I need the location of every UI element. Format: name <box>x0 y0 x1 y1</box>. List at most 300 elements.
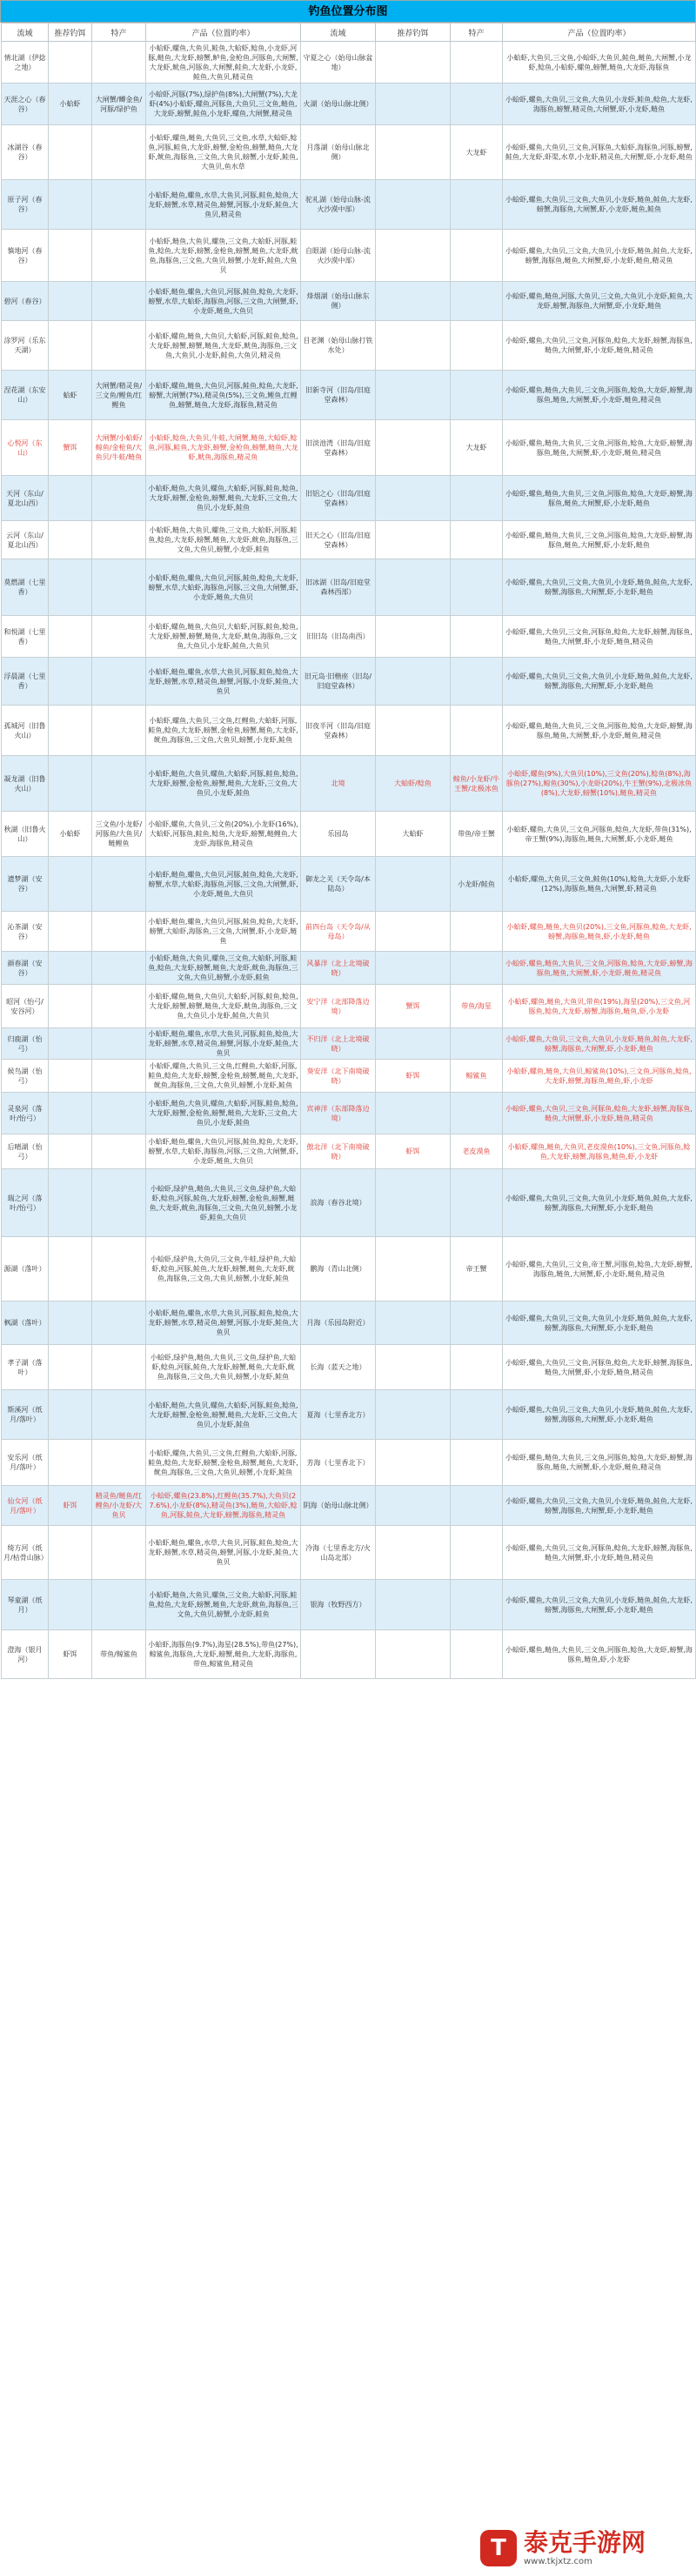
table-row <box>2 1440 696 1486</box>
right-cell-products: 小蛤虾,螺鱼,大鱼贝,三文鱼,大鱼贝,小龙虾,鲢鱼,鲑鱼,大龙虾,螃蟹,海豚鱼,大闸蟹,虾,小龙虾,鲢鱼 <box>503 559 696 616</box>
left-cell-special: 三文鱼/小龙虾/河豚鱼/大鱼贝/鲢鲤鱼 <box>92 812 146 857</box>
left-cell-area: 心悦河（东山） <box>2 420 49 476</box>
left-cell-products: 小蛤虾,鲢鱼,大鱼贝,螺鱼,大蛤虾,河豚,鲑鱼,鲶鱼,大龙虾,螃蟹,金枪鱼,螃蟹,鲢鱼,大龙虾,三文鱼,大鱼贝,小龙虾,鲑鱼 <box>146 1390 301 1440</box>
right-cell-products: 小蛤虾,螺鱼,鲢鱼,大鱼贝,三文鱼,河豚鱼,鲶鱼,大龙虾,螃蟹,海豚鱼,鲢鱼,大闸蟹,虾,小龙虾,鲢鱼 <box>503 476 696 521</box>
right-cell-area: 旧元岛·旧楷座（旧岛/旧庭堂森林） <box>301 658 376 706</box>
left-cell-special <box>92 1169 146 1237</box>
left-cell-area: 凝龙湖（旧鲁火山） <box>2 756 49 812</box>
left-cell-products: 小蛤虾,鲢鱼,螺鱼,大鱼贝,河豚,鲑鱼,鲶鱼,大龙虾,螃蟹,水草,大蛤虾,海豚鱼,河豚,三文鱼,大闸蟹,虾,小龙虾,鲢鱼,大鱼贝 <box>146 1134 301 1169</box>
left-cell-bait: 蛤虾 <box>49 371 92 420</box>
right-cell-area: 不归洋（北上北境破晓） <box>301 1028 376 1060</box>
left-cell-bait <box>49 1440 92 1486</box>
left-cell-products: 小蛤虾,鲢鱼,螺鱼,大鱼贝,河豚,鲑鱼,鲶鱼,大龙虾,螃蟹,水草,大蛤虾,海豚鱼,河豚,三文鱼,大闸蟹,虾,小龙虾,鲢鱼,大鱼贝 <box>146 559 301 616</box>
left-cell-special <box>92 1237 146 1301</box>
left-cell-special <box>92 1060 146 1093</box>
left-cell-products: 小蛤虾,鲢鱼,螺鱼,水草,大鱼贝,河豚,鲑鱼,鲶鱼,大龙虾,螃蟹,水草,精灵鱼,螃蟹,河豚,小龙虾,鲑鱼,大鱼贝,精灵鱼 <box>146 180 301 230</box>
table-row <box>2 1526 696 1580</box>
table-row <box>2 616 696 658</box>
left-cell-products: 小蛤虾,螺鱼,鲢鱼,大鱼贝,大蛤虾,河豚,鲑鱼,鲶鱼,大龙虾,螃蟹,螃蟹,鲢鱼,大龙虾,鱿鱼,海豚鱼,三文鱼,大鱼贝,小龙虾,鲑鱼,大鱼贝 <box>146 985 301 1028</box>
left-cell-products: 小蛤虾,鲢鱼,螺鱼,水草,大鱼贝,河豚,鲑鱼,鲶鱼,大龙虾,螃蟹,水草,精灵鱼,螃蟹,河豚,小龙虾,鲑鱼,大鱼贝 <box>146 1301 301 1345</box>
left-cell-products: 小蛤虾,螺鱼,大鱼贝,鲑鱼,大蛤虾,鲶鱼,小龙虾,河豚,鲢鱼,大龙虾,螃蟹,鲈鱼,金枪鱼,河豚鱼,大闸蟹,大龙虾,鱿鱼,河豚鱼,大闸蟹,鲑鱼,大龙虾,小龙虾,鲑鱼,大鱼贝,精灵鱼 <box>146 42 301 84</box>
right-cell-area: 葵安洋（北下南境破晓） <box>301 1060 376 1093</box>
left-cell-bait <box>49 230 92 282</box>
right-cell-special: 鲸鱼/小龙虾/牛王蟹/北极冰鱼 <box>451 756 503 812</box>
left-cell-products: 小蛤虾,鲢鱼,螺鱼,水草,大鱼贝,河豚,鲑鱼,鲶鱼,大龙虾,螃蟹,水草,精灵鱼,螃蟹,河豚,小龙虾,鲑鱼,大鱼贝 <box>146 658 301 706</box>
right-cell-special <box>451 1580 503 1630</box>
right-cell-products: 小蛤虾,螺鱼,大鱼贝,三文鱼,大鱼贝,小龙虾,鲢鱼,鲑鱼,大龙虾,螃蟹,海豚鱼,大闸蟹,虾,小龙虾,鲢鱼 <box>503 1390 696 1440</box>
right-cell-bait <box>376 706 451 756</box>
table-row <box>2 1390 696 1440</box>
left-cell-bait <box>49 559 92 616</box>
right-cell-bait <box>376 1526 451 1580</box>
right-cell-bait <box>376 1630 451 1679</box>
right-cell-area: 阴海（始母山脉北侧） <box>301 1486 376 1526</box>
right-cell-special <box>451 1093 503 1134</box>
right-cell-products: 小蛤虾,螺鱼,大鱼贝,三文鱼,河豚鱼,鲶鱼,大龙虾,带鱼(31%),帝王蟹(9%),海豚鱼,鲢鱼,大闸蟹,虾,小龙虾,鲢鱼 <box>503 812 696 857</box>
left-cell-products: 小蛤虾,鲢鱼,大鱼贝,螺鱼,三文鱼,大蛤虾,河豚,鲑鱼,鲶鱼,大龙虾,螃蟹,鲢鱼,大龙虾,鱿鱼,海豚鱼,三文鱼,大鱼贝,螃蟹,小龙虾,鲑鱼 <box>146 952 301 985</box>
left-cell-products: 小蛤虾,螺鱼,鲢鱼,大鱼贝,河豚,鲑鱼,鲶鱼,大龙虾,螃蟹,大闸蟹(7%),精灵鱼(5%),三文鱼,鲤鱼,红鲤鱼,螃蟹,鲢鱼,大龙虾,海豚鱼,精灵鱼 <box>146 371 301 420</box>
right-cell-bait <box>376 952 451 985</box>
left-cell-special <box>92 952 146 985</box>
table-row <box>2 420 696 476</box>
right-cell-products: 小蛤虾,螺鱼(9%),大鱼贝(10%),三文鱼(20%),鲶鱼(8%),海豚鱼(27%),鲸鱼(30%),小龙虾(20%),牛王蟹(9%),北极冰鱼(8%),大龙虾,螃蟹(10%),鲢鱼,精灵鱼 <box>503 756 696 812</box>
left-cell-special <box>92 1526 146 1580</box>
right-cell-area: 烽烟湖（始母山脉东侧） <box>301 282 376 321</box>
right-cell-special: 带鱼/海星 <box>451 985 503 1028</box>
left-cell-area: 沁茶湖（安谷） <box>2 912 49 952</box>
header-special-left: 特产 <box>92 23 146 42</box>
left-cell-products: 小蛤虾,螺鱼,大鱼贝,三文鱼,红鲤鱼,大蛤虾,河豚,鲑鱼,鲶鱼,大龙虾,螃蟹,金枪鱼,螃蟹,鲢鱼,大龙虾,鱿鱼,海豚鱼,三文鱼,大鱼贝,螃蟹,小龙虾,鲑鱼 <box>146 706 301 756</box>
left-cell-bait <box>49 658 92 706</box>
right-cell-products: 小蛤虾,螺鱼,鲢鱼,大鱼贝,三文鱼,河豚鱼,鲶鱼,大龙虾,螃蟹,海豚鱼,鲢鱼,大闸蟹,虾,小龙虾,鲢鱼,精灵鱼 <box>503 420 696 476</box>
header-products-right: 产品（位置旳率） <box>503 23 696 42</box>
right-cell-area: 旧新寺河（旧岛/旧庭堂森林） <box>301 371 376 420</box>
left-cell-area: 澄海（银月河） <box>2 1630 49 1679</box>
right-cell-bait <box>376 1345 451 1390</box>
left-cell-special <box>92 706 146 756</box>
left-cell-special <box>92 1440 146 1486</box>
left-cell-bait <box>49 1060 92 1093</box>
right-cell-special <box>451 1440 503 1486</box>
right-cell-bait <box>376 420 451 476</box>
left-cell-area: 原子河（春谷） <box>2 180 49 230</box>
table-row <box>2 1237 696 1301</box>
left-cell-products: 小蛤虾,鲢鱼,大鱼贝,螺鱼,大蛤虾,河豚,鲑鱼,鲶鱼,大龙虾,螃蟹,金枪鱼,螃蟹,鲢鱼,大龙虾,三文鱼,大鱼贝,小龙虾,鲑鱼 <box>146 476 301 521</box>
right-cell-products: 小蛤虾,螺鱼,大鱼贝,三文鱼,河豚鱼,鲶鱼,大龙虾,螃蟹,海豚鱼,鲢鱼,大闸蟹,虾,小龙虾,鲢鱼,精灵鱼 <box>503 321 696 371</box>
right-cell-special <box>451 616 503 658</box>
left-cell-area: 斯溪河（纸月/落叶） <box>2 1390 49 1440</box>
left-cell-bait <box>49 1028 92 1060</box>
left-cell-bait <box>49 476 92 521</box>
right-cell-bait <box>376 1390 451 1440</box>
right-cell-bait <box>376 1169 451 1237</box>
right-cell-products: 小蛤虾,螺鱼,鲢鱼,大鱼贝,三文鱼,河豚鱼,鲶鱼,大龙虾,螃蟹,海豚鱼,鲢鱼,大闸蟹,虾,小龙虾,鲢鱼,精灵鱼 <box>503 1440 696 1486</box>
left-cell-area: 候鸟湖（怡弓） <box>2 1060 49 1093</box>
right-cell-products: 小蛤虾,螺鱼,大鱼贝,三文鱼,帝王蟹,河豚鱼,鲶鱼,大龙虾,螃蟹,海豚鱼,鲢鱼,大闸蟹,虾,小龙虾,鲢鱼,精灵鱼 <box>503 1237 696 1301</box>
left-cell-products: 小蛤虾,鲢鱼,大鱼贝,螺鱼,大蛤虾,河豚,鲑鱼,鲶鱼,大龙虾,螃蟹,金枪鱼,螃蟹,鲢鱼,大龙虾,三文鱼,大鱼贝,小龙虾,鲑鱼 <box>146 756 301 812</box>
left-cell-bait <box>49 1134 92 1169</box>
right-cell-bait <box>376 658 451 706</box>
right-cell-area: 夏海（七里香北方） <box>301 1390 376 1440</box>
watermark <box>480 2527 686 2569</box>
right-cell-special <box>451 1301 503 1345</box>
left-cell-area: 情北湖（伊捻之地） <box>2 42 49 84</box>
left-cell-special: 精灵鱼/鲢鱼/红鲤鱼/小龙虾/大鱼贝 <box>92 1486 146 1526</box>
right-cell-bait <box>376 84 451 125</box>
right-cell-area: 守夏之心（始母山脉盆地） <box>301 42 376 84</box>
left-cell-special <box>92 521 146 559</box>
header-area-right: 流域 <box>301 23 376 42</box>
table-row <box>2 1169 696 1237</box>
right-cell-special <box>451 230 503 282</box>
left-cell-special <box>92 1390 146 1440</box>
right-cell-special <box>451 559 503 616</box>
right-cell-products: 小蛤虾,大鱼贝,三文鱼,小蛤虾,大鱼贝,鲑鱼,鲢鱼,大闸蟹,小龙虾,鲶鱼,小蛤虾,螺鱼,螃蟹,鲢鱼,大龙虾,海豚鱼 <box>503 42 696 84</box>
right-cell-special <box>451 1526 503 1580</box>
left-cell-products: 小蛤虾,绿护鱼,鲢鱼,大鱼贝,三文鱼,绿护鱼,大蛤虾,鲶鱼,河豚,鲑鱼,大龙虾,螃蟹,鲢鱼,大龙虾,鱿鱼,海豚鱼,三文鱼,大鱼贝,螃蟹,小龙虾,鲑鱼 <box>146 1345 301 1390</box>
left-cell-area: 孝子湖（落叶） <box>2 1345 49 1390</box>
left-cell-bait <box>49 1580 92 1630</box>
right-cell-bait <box>376 476 451 521</box>
left-cell-products: 小蛤虾,鲢鱼,大鱼贝,螺鱼,三文鱼,大蛤虾,河豚,鲑鱼,鲶鱼,大龙虾,螃蟹,鲢鱼,大龙虾,鱿鱼,海豚鱼,三文鱼,大鱼贝,螃蟹,小龙虾,鲑鱼 <box>146 521 301 559</box>
right-cell-bait <box>376 616 451 658</box>
table-row <box>2 985 696 1028</box>
left-cell-special <box>92 321 146 371</box>
table-row <box>2 1028 696 1060</box>
right-cell-area: 宾神洋（东部降落边境） <box>301 1093 376 1134</box>
right-cell-bait <box>376 230 451 282</box>
left-cell-bait: 虾饵 <box>49 1630 92 1679</box>
left-cell-special <box>92 1345 146 1390</box>
left-cell-bait <box>49 616 92 658</box>
left-cell-special <box>92 559 146 616</box>
left-cell-area: 天河（东山/夏北山西） <box>2 476 49 521</box>
table-body <box>2 42 696 1679</box>
left-cell-products: 小蛤虾,河豚(7%),绿护鱼(8%),大闸蟹(7%),大龙虾(4%)小蛤虾,螺鱼,河豚鱼,大鱼贝,三文鱼,鲢鱼,大龙虾,螃蟹,鲑鱼,小龙虾,螺鱼,大闸蟹,精灵鱼 <box>146 84 301 125</box>
table-row <box>2 1301 696 1345</box>
left-cell-special <box>92 230 146 282</box>
left-cell-area: 安乐河（纸月/落叶） <box>2 1440 49 1486</box>
left-cell-area: 遗梦湖（安谷） <box>2 857 49 912</box>
left-cell-products: 小蛤虾,绿护鱼,鲢鱼,大鱼贝,三文鱼,绿护鱼,大蛤虾,鲶鱼,河豚,鲑鱼,大龙虾,螃蟹,金枪鱼,螃蟹,鲢鱼,大龙虾,鱿鱼,海豚鱼,三文鱼,大鱼贝,螃蟹,小龙虾,鲑鱼,大鱼贝 <box>146 1169 301 1237</box>
table-row <box>2 84 696 125</box>
right-cell-bait <box>376 321 451 371</box>
right-cell-bait: 大蛤虾 <box>376 812 451 857</box>
left-cell-bait <box>49 1390 92 1440</box>
right-cell-bait: 虾饵 <box>376 1134 451 1169</box>
right-cell-bait <box>376 371 451 420</box>
right-cell-products: 小蛤虾,螺鱼,鲢鱼,大鱼贝(20%),三文鱼,河豚鱼,鲶鱼,大龙虾,螃蟹,海豚鱼,鲢鱼,虾,小龙虾,鲢鱼 <box>503 912 696 952</box>
left-cell-products: 小蛤虾,螺鱼,大鱼贝,三文鱼,红鲤鱼,大蛤虾,河豚,鲑鱼,鲶鱼,大龙虾,螃蟹,金枪鱼,螃蟹,鲢鱼,大龙虾,鱿鱼,海豚鱼,三文鱼,大鱼贝,螃蟹,小龙虾,鲑鱼 <box>146 1440 301 1486</box>
left-cell-bait <box>49 985 92 1028</box>
left-cell-special <box>92 180 146 230</box>
left-cell-bait: 小蛤虾 <box>49 812 92 857</box>
table-row <box>2 658 696 706</box>
left-cell-bait <box>49 912 92 952</box>
left-cell-bait: 小蛤虾 <box>49 84 92 125</box>
right-cell-area: 北境 <box>301 756 376 812</box>
left-cell-bait <box>49 1345 92 1390</box>
left-cell-bait: 蟹饵 <box>49 420 92 476</box>
left-cell-special: 大闸蟹/鲫金鱼/河豚/绿护鱼 <box>92 84 146 125</box>
right-cell-special <box>451 371 503 420</box>
left-cell-area: 云河（东山/夏北山西） <box>2 521 49 559</box>
table-row <box>2 1060 696 1093</box>
left-cell-bait <box>49 1526 92 1580</box>
right-cell-products: 小蛤虾,螺鱼,大鱼贝,三文鱼,河豚鱼,鲶鱼,大龙虾,螃蟹,海豚鱼,鲢鱼,大闸蟹,虾,小龙虾,鲢鱼,精灵鱼 <box>503 1526 696 1580</box>
right-cell-area: 前四台岛（天令岛/从母岛） <box>301 912 376 952</box>
right-cell-bait <box>376 1440 451 1486</box>
left-cell-area: 绮方河（纸月/枯骨山脉） <box>2 1526 49 1580</box>
header-bait-left: 推荐钓饵 <box>49 23 92 42</box>
right-cell-area: 御龙之关（天令岛/本陆岛） <box>301 857 376 912</box>
left-cell-special <box>92 857 146 912</box>
right-cell-area: 火湖（始母山脉北侧） <box>301 84 376 125</box>
right-cell-products: 小蛤虾,螺鱼,鲢鱼,大鱼贝,带鱼(19%),海星(20%),三文鱼,河豚鱼,鲶鱼,大龙虾,螃蟹,海豚鱼,鲢鱼,虾,小龙虾 <box>503 985 696 1028</box>
right-cell-area: 旧旧岛（旧岛南西） <box>301 616 376 658</box>
right-cell-special <box>451 1345 503 1390</box>
watermark-url: www.tkjxtz.com <box>524 2557 592 2566</box>
right-cell-bait <box>376 180 451 230</box>
right-cell-bait <box>376 282 451 321</box>
table-row <box>2 812 696 857</box>
right-cell-products: 小蛤虾,螺鱼,鲢鱼,大鱼贝,老皮漠鱼(10%),三文鱼,河豚鱼,鲶鱼,大龙虾,螃蟹,海豚鱼,鲢鱼,虾,小龙虾 <box>503 1134 696 1169</box>
left-cell-bait: 虾饵 <box>49 1486 92 1526</box>
table-row <box>2 1345 696 1390</box>
left-cell-special: 带鱼/鲸鲨鱼 <box>92 1630 146 1679</box>
left-cell-products: 小蛤虾,螺鱼,大鱼贝,三文鱼(20%),小龙虾(16%),大蛤虾,河豚鱼,鲑鱼,鲶鱼,大龙虾,螃蟹,鲢鲤鱼,大龙虾,海豚鱼,精灵鱼 <box>146 812 301 857</box>
left-cell-special <box>92 658 146 706</box>
right-cell-bait <box>376 912 451 952</box>
table-row <box>2 125 696 180</box>
right-cell-special <box>451 1169 503 1237</box>
right-cell-special <box>451 706 503 756</box>
table-row <box>2 756 696 812</box>
right-cell-special <box>451 42 503 84</box>
right-cell-bait <box>376 1237 451 1301</box>
table-row <box>2 521 696 559</box>
table-row <box>2 476 696 521</box>
right-cell-special: 大龙虾 <box>451 125 503 180</box>
left-cell-products: 小蛤虾,鲢鱼,大鱼贝,螺鱼,三文鱼,大蛤虾,河豚,鲑鱼,鲶鱼,大龙虾,螃蟹,鲢鱼,大龙虾,鱿鱼,海豚鱼,三文鱼,大鱼贝,螃蟹,小龙虾,鲑鱼 <box>146 1580 301 1630</box>
left-cell-area: 莫燃湖（七里香） <box>2 559 49 616</box>
left-cell-products: 小蛤虾,鲢鱼,螺鱼,大鱼贝,河豚,鲑鱼,鲶鱼,大龙虾,螃蟹,水草,大蛤虾,海豚鱼,河豚,三文鱼,大闸蟹,虾,小龙虾,鲢鱼,大鱼贝 <box>146 282 301 321</box>
left-cell-bait <box>49 952 92 985</box>
table-header-row <box>2 23 696 42</box>
right-cell-area: 芳海（七里香北下） <box>301 1440 376 1486</box>
left-cell-area: 秋湖（旧鲁火山） <box>2 812 49 857</box>
right-cell-bait: 大蛤虾/鲶鱼 <box>376 756 451 812</box>
right-cell-bait <box>376 1093 451 1134</box>
table-row <box>2 282 696 321</box>
right-cell-area: 月落湖（始母山脉北侧） <box>301 125 376 180</box>
left-cell-special <box>92 1580 146 1630</box>
right-cell-area: 旧铝之心（旧岛/旧庭堂森林） <box>301 476 376 521</box>
right-cell-bait: 虾饵 <box>376 1060 451 1093</box>
left-cell-bait <box>49 42 92 84</box>
right-cell-area: 旧淡池湾（旧岛/旧庭堂森林） <box>301 420 376 476</box>
left-cell-special: 大闸蟹/小蛤虾/鲸鱼/金枪鱼/大鱼贝/牛蛙/鲢鱼 <box>92 420 146 476</box>
left-cell-bait <box>49 1093 92 1134</box>
left-cell-products: 小蛤虾,螺鱼,鲢鱼,大鱼贝,三文鱼,水草,大蛤虾,鲶鱼,河豚,鲑鱼,大龙虾,螃蟹,金枪鱼,螃蟹,鲢鱼,大龙虾,鱿鱼,海豚鱼,三文鱼,大鱼贝,螃蟹,小龙虾,鲑鱼,大鱼贝,鱼水草 <box>146 125 301 180</box>
right-cell-special <box>451 952 503 985</box>
right-cell-special: 鲸鲨鱼 <box>451 1060 503 1093</box>
table-row <box>2 857 696 912</box>
right-cell-area: 鹏海（青山北侧） <box>301 1237 376 1301</box>
left-cell-bait <box>49 180 92 230</box>
right-cell-area: 安宁洋（北部降落边境） <box>301 985 376 1028</box>
left-cell-special <box>92 1093 146 1134</box>
right-cell-products: 小蛤虾,螺鱼,鲢鱼,大鱼贝,三文鱼,河豚鱼,鲶鱼,大龙虾,螃蟹,海豚鱼,鲢鱼,大闸蟹,虾,小龙虾,鲢鱼,精灵鱼 <box>503 371 696 420</box>
right-cell-special <box>451 1390 503 1440</box>
table-row <box>2 1580 696 1630</box>
header-products-left: 产品（位置旳率） <box>146 23 301 42</box>
left-cell-area: 天涯之心（春谷） <box>2 84 49 125</box>
right-cell-special <box>451 521 503 559</box>
left-cell-bait <box>49 1169 92 1237</box>
right-cell-special <box>451 1630 503 1679</box>
right-cell-special <box>451 912 503 952</box>
right-cell-products: 小蛤虾,螺鱼,大鱼贝,三文鱼,河豚鱼,鲶鱼,大龙虾,螃蟹,海豚鱼,鲢鱼,大闸蟹,虾,小龙虾,鲢鱼,精灵鱼 <box>503 1345 696 1390</box>
right-cell-area: 旧冰湖（旧岛/旧庭堂森林西部） <box>301 559 376 616</box>
left-cell-area: 昭河（怡弓/安谷河） <box>2 985 49 1028</box>
right-cell-area: 旧天之心（旧岛/旧庭堂森林） <box>301 521 376 559</box>
left-cell-area: 涅花湖（东安山） <box>2 371 49 420</box>
right-cell-special: 小龙虾/鲑鱼 <box>451 857 503 912</box>
right-cell-area: 驼礼湖（始母山脉-流火沙漠中部） <box>301 180 376 230</box>
left-cell-area: 灵泉河（落叶/怡弓） <box>2 1093 49 1134</box>
table-row <box>2 559 696 616</box>
right-cell-products: 小蛤虾,螺鱼,大鱼贝,三文鱼,河豚鱼,鲶鱼,大龙虾,螃蟹,海豚鱼,鲢鱼,大闸蟹,虾,小龙虾,鲢鱼,精灵鱼 <box>503 616 696 658</box>
right-cell-special <box>451 321 503 371</box>
right-cell-area: 旧夜半河（旧岛/旧庭堂森林） <box>301 706 376 756</box>
left-cell-products: 小蛤虾,海豚鱼(9.7%),海星(28.5%),带鱼(27%),鲸鲨鱼,海豚鱼,大龙虾,螃蟹,鲢鱼,大龙虾,海豚鱼,带鱼,鲸鲨鱼,精灵鱼 <box>146 1630 301 1679</box>
right-cell-special: 老皮漠鱼 <box>451 1134 503 1169</box>
left-cell-bait <box>49 756 92 812</box>
right-cell-area: 目老渊（始母山脉打铁水处） <box>301 321 376 371</box>
left-cell-products: 小蛤虾,鲢鱼,螺鱼,水草,大鱼贝,河豚,鲑鱼,鲶鱼,大龙虾,螃蟹,水草,精灵鱼,螃蟹,河豚,小龙虾,鲑鱼,大鱼贝 <box>146 1028 301 1060</box>
left-cell-area: 冰湖谷（春谷） <box>2 125 49 180</box>
right-cell-area: 自眼湖（始母山脉-流火沙漠中部） <box>301 230 376 282</box>
right-cell-bait <box>376 1580 451 1630</box>
left-cell-special <box>92 282 146 321</box>
right-cell-products: 小蛤虾,螺鱼,鲢鱼,河豚,大鱼贝,三文鱼,大鱼贝,小龙虾,鲑鱼,大龙虾,螃蟹,海豚鱼,大闸蟹,虾,小龙虾,鲢鱼 <box>503 282 696 321</box>
fishing-table <box>1 23 696 1679</box>
left-cell-area: 枫湖（落叶） <box>2 1301 49 1345</box>
left-cell-area: 后晴湖（怡弓） <box>2 1134 49 1169</box>
right-cell-area: 浪海（春谷北境） <box>301 1169 376 1237</box>
right-cell-special: 帝王蟹 <box>451 1237 503 1301</box>
right-cell-products: 小蛤虾,螺鱼,鲢鱼,大鱼贝,三文鱼,河豚鱼,鲶鱼,大龙虾,螃蟹,海豚鱼,鲢鱼,大闸蟹,虾,小龙虾,鲢鱼,精灵鱼 <box>503 706 696 756</box>
right-cell-bait <box>376 1301 451 1345</box>
left-cell-bait <box>49 1237 92 1301</box>
table-row <box>2 1134 696 1169</box>
left-cell-area: 涂罗河（乐东天湖） <box>2 321 49 371</box>
table-row <box>2 321 696 371</box>
left-cell-area: 仙女河（纸月/落叶） <box>2 1486 49 1526</box>
right-cell-special <box>451 84 503 125</box>
left-cell-bait <box>49 521 92 559</box>
right-cell-bait <box>376 1028 451 1060</box>
left-cell-special <box>92 756 146 812</box>
left-cell-area: 慎地河（春谷） <box>2 230 49 282</box>
left-cell-special: 大闸蟹/精灵鱼/三文鱼/鲤鱼/红鲤鱼 <box>92 371 146 420</box>
right-cell-bait: 蟹饵 <box>376 985 451 1028</box>
left-cell-bait <box>49 321 92 371</box>
left-cell-special <box>92 616 146 658</box>
right-cell-products: 小蛤虾,螺鱼,鲢鱼,大鱼贝,三文鱼,河豚鱼,鲶鱼,大龙虾,螃蟹,海豚鱼,鲢鱼,虾,小龙虾 <box>503 1630 696 1679</box>
left-cell-products: 小蛤虾,螺鱼,鲢鱼,大鱼贝,大蛤虾,河豚,鲑鱼,鲶鱼,大龙虾,螃蟹,螃蟹,鲢鱼,大龙虾,鱿鱼,海豚鱼,三文鱼,大鱼贝,小龙虾,鲑鱼,大鱼贝 <box>146 616 301 658</box>
right-cell-area: 长海（蓝天之地） <box>301 1345 376 1390</box>
right-cell-bait <box>376 521 451 559</box>
left-cell-bait <box>49 706 92 756</box>
right-cell-products: 小蛤虾,螺鱼,大鱼贝,三文鱼,河豚鱼,鲶鱼,大龙虾,螃蟹,海豚鱼,鲢鱼,大闸蟹,虾,小龙虾,鲢鱼,精灵鱼 <box>503 1093 696 1134</box>
right-cell-products: 小蛤虾,螺鱼,鲢鱼,大鱼贝,三文鱼,河豚鱼,鲶鱼,大龙虾,螃蟹,海豚鱼,鲢鱼,大闸蟹,虾,小龙虾,鲢鱼,精灵鱼 <box>503 952 696 985</box>
table-row <box>2 706 696 756</box>
left-cell-special <box>92 42 146 84</box>
right-cell-products: 小蛤虾,螺鱼,大鱼贝,三文鱼,大鱼贝,小龙虾,鲢鱼,鲑鱼,大龙虾,螃蟹,海豚鱼,大闸蟹,虾,小龙虾,鲢鱼 <box>503 1301 696 1345</box>
right-cell-special <box>451 180 503 230</box>
table-row <box>2 1093 696 1134</box>
table-row <box>2 912 696 952</box>
left-cell-area: 碧河（春谷） <box>2 282 49 321</box>
left-cell-area: 浮晨湖（七里香） <box>2 658 49 706</box>
watermark-logo-icon: T <box>480 2530 517 2566</box>
left-cell-area: 瑞之河（落叶/怡弓） <box>2 1169 49 1237</box>
left-cell-special <box>92 476 146 521</box>
right-cell-products: 小蛤虾,螺鱼,大鱼贝,三文鱼,鲑鱼(10%),鲶鱼,大龙虾,小龙虾(12%),海豚鱼,鲢鱼,大闸蟹,虾,精灵鱼 <box>503 857 696 912</box>
left-cell-area: 琴童湖（纸月） <box>2 1580 49 1630</box>
left-cell-area: 和悦湖（七里香） <box>2 616 49 658</box>
right-cell-products: 小蛤虾,螺鱼,大鱼贝,三文鱼,大鱼贝,小龙虾,鲑鱼,鲶鱼,大龙虾,海豚鱼,螃蟹,精灵鱼,大闸蟹,虾,小龙虾,鲢鱼 <box>503 84 696 125</box>
left-cell-special <box>92 125 146 180</box>
right-cell-special <box>451 658 503 706</box>
left-cell-area: 孤城河（旧鲁火山） <box>2 706 49 756</box>
right-cell-products: 小蛤虾,螺鱼,大鱼贝,三文鱼,大鱼贝,小龙虾,鲢鱼,鲑鱼,大龙虾,螃蟹,海豚鱼,大闸蟹,虾,小龙虾,鲢鱼 <box>503 1580 696 1630</box>
right-cell-bait <box>376 1486 451 1526</box>
left-cell-products: 小蛤虾,鲢鱼,大鱼贝,螺鱼,三文鱼,大蛤虾,河豚,鲑鱼,鲶鱼,大龙虾,螃蟹,金枪鱼,螃蟹,鲢鱼,大龙虾,鱿鱼,海豚鱼,三文鱼,大鱼贝,螃蟹,小龙虾,鲑鱼,大鱼贝 <box>146 230 301 282</box>
left-cell-products: 小蛤虾,螺鱼(23.8%),红鲤鱼(35.7%),大鱼贝(27.6%),小龙虾(8%),精灵鱼(3%),鲢鱼,大蛤虾,鲶鱼,河豚,鲑鱼,大龙虾,螃蟹,海豚鱼,精灵鱼 <box>146 1486 301 1526</box>
table-row <box>2 180 696 230</box>
table-row <box>2 42 696 84</box>
left-cell-products: 小蛤虾,鲶鱼,大鱼贝,牛蛙,大闸蟹,鲢鱼,大蛤虾,鲶鱼,河豚,鲑鱼,大龙虾,螃蟹,金枪鱼,螃蟹,鲢鱼,大龙虾,鱿鱼,海豚鱼,精灵鱼 <box>146 420 301 476</box>
left-cell-area: 颜春湖（安谷） <box>2 952 49 985</box>
right-cell-area: 银海（牧野西方） <box>301 1580 376 1630</box>
table-row <box>2 230 696 282</box>
left-cell-bait <box>49 282 92 321</box>
table-row <box>2 1630 696 1679</box>
right-cell-bait <box>376 125 451 180</box>
right-cell-special: 带鱼/帝王蟹 <box>451 812 503 857</box>
right-cell-products: 小蛤虾,螺鱼,大鱼贝,三文鱼,大鱼贝,小龙虾,鲢鱼,鲑鱼,大龙虾,螃蟹,海豚鱼,鲢鱼,大闸蟹,虾,小龙虾,鲢鱼,精灵鱼 <box>503 230 696 282</box>
right-cell-area <box>301 1630 376 1679</box>
left-cell-special <box>92 912 146 952</box>
right-cell-special: 大龙虾 <box>451 420 503 476</box>
right-cell-products: 小蛤虾,螺鱼,鲢鱼,大鱼贝,鲸鲨鱼(10%),三文鱼,河豚鱼,鲶鱼,大龙虾,螃蟹,海豚鱼,鲢鱼,虾,小龙虾 <box>503 1060 696 1093</box>
right-cell-area: 风暴洋（北上北境破晓） <box>301 952 376 985</box>
right-cell-products: 小蛤虾,螺鱼,大鱼贝,三文鱼,大鱼贝,小龙虾,鲢鱼,鲑鱼,大龙虾,螃蟹,海豚鱼,大闸蟹,虾,小龙虾,鲢鱼 <box>503 1169 696 1237</box>
right-cell-products: 小蛤虾,螺鱼,大鱼贝,三文鱼,大鱼贝,小龙虾,鲢鱼,鲑鱼,大龙虾,螃蟹,海豚鱼,大闸蟹,虾,小龙虾,鲢鱼 <box>503 1486 696 1526</box>
right-cell-products: 小蛤虾,螺鱼,大鱼贝,三文鱼,河豚鱼,大蛤虾,海豚鱼,河豚,螃蟹,鲑鱼,大龙虾,虾渠,水草,小龙虾,精灵鱼,大闸蟹,虾,小龙虾,鲢鱼 <box>503 125 696 180</box>
right-cell-area: 傲北洋（北下南境破晓） <box>301 1134 376 1169</box>
header-special-right: 特产 <box>451 23 503 42</box>
left-cell-products: 小蛤虾,绿护鱼,大鱼贝,三文鱼,牛蛙,绿护鱼,大蛤虾,鲶鱼,河豚,鲑鱼,大龙虾,螃蟹,鲢鱼,大龙虾,鱿鱼,海豚鱼,三文鱼,大鱼贝,螃蟹,小龙虾,鲑鱼 <box>146 1237 301 1301</box>
right-cell-special <box>451 1486 503 1526</box>
left-cell-products: 小蛤虾,鲢鱼,螺鱼,水草,大鱼贝,河豚,鲑鱼,鲶鱼,大龙虾,螃蟹,水草,精灵鱼,螃蟹,河豚,小龙虾,鲑鱼,大鱼贝 <box>146 1526 301 1580</box>
right-cell-area: 冷海（七里香北方/火山岛北部） <box>301 1526 376 1580</box>
right-cell-products: 小蛤虾,螺鱼,鲢鱼,大鱼贝,三文鱼,河豚鱼,鲶鱼,大龙虾,螃蟹,海豚鱼,鲢鱼,大闸蟹,虾,小龙虾,鲢鱼 <box>503 521 696 559</box>
left-cell-special <box>92 1028 146 1060</box>
